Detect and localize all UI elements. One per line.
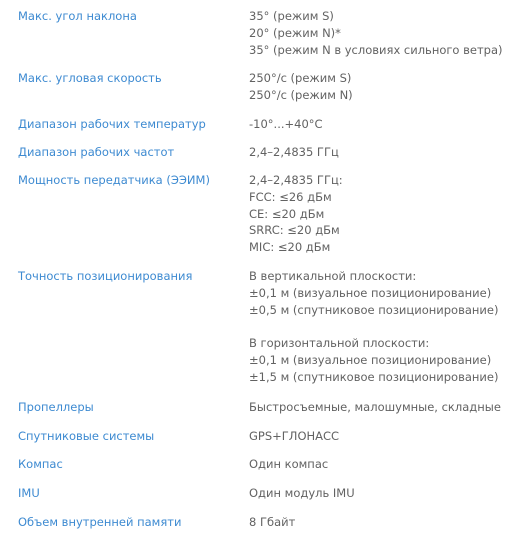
spec-value: [249, 116, 524, 133]
spec-value-line: ±1,5 м (спутниковое позиционирование): [249, 369, 499, 384]
spec-value: [249, 172, 524, 256]
spec-value: [249, 428, 524, 445]
spec-value: [249, 8, 524, 58]
spec-value: [249, 456, 524, 473]
spec-value-line: ±0,1 м (визуальное позиционирование): [249, 352, 492, 367]
spec-value-line: FCC: ≤26 дБм: [249, 189, 332, 204]
spec-value-line: Один модуль IMU: [249, 486, 355, 500]
spec-value-line: 20° (режим N)*: [249, 25, 341, 40]
spec-value: [249, 70, 524, 104]
spec-label: Спутниковые системы: [18, 429, 155, 443]
spec-label: Пропеллеры: [18, 400, 94, 414]
spec-value-line: CE: ≤20 дБм: [249, 206, 325, 221]
spec-value: [249, 268, 524, 386]
spec-label: Макс. угловая скорость: [18, 71, 162, 85]
spec-value-line: В вертикальной плоскости:: [249, 269, 417, 283]
spec-value-line: ±0,5 м (спутниковое позиционирование): [249, 302, 499, 317]
spec-label: Объем внутренней памяти: [18, 515, 182, 529]
spec-value-line: GPS+ГЛОНАСС: [249, 429, 340, 443]
spec-value: [249, 485, 524, 502]
spec-label: Точность позиционирования: [18, 269, 193, 283]
spec-value-line: 35° (режим N в условиях сильного ветра): [249, 42, 503, 57]
spec-label: Диапазон рабочих частот: [18, 145, 175, 159]
spec-value-line: 2,4–2,4835 ГГц: [249, 145, 339, 159]
spec-label: Компас: [18, 457, 63, 471]
spec-label: IMU: [18, 486, 40, 500]
spec-value-line: 250°/с (режим N): [249, 87, 353, 102]
spec-value: [249, 399, 524, 416]
spec-label: Диапазон рабочих температур: [18, 117, 206, 131]
spec-value-line: 250°/с (режим S): [249, 71, 352, 85]
spec-value-line: 2,4–2,4835 ГГц:: [249, 173, 343, 187]
spec-value-gap: [249, 318, 524, 335]
spec-value-line: SRRC: ≤20 дБм: [249, 223, 340, 238]
spec-value-line: Быстросъемные, малошумные, складные: [249, 400, 501, 414]
spec-value-line: 35° (режим S): [249, 9, 334, 23]
spec-value-line: 8 Гбайт: [249, 515, 296, 529]
spec-label: Мощность передатчика (ЭЭИМ): [18, 173, 210, 187]
spec-value-line: MIC: ≤20 дБм: [249, 240, 331, 255]
spec-value-line: -10°...+40°C: [249, 117, 323, 131]
spec-value: [249, 144, 524, 161]
spec-value-line: Один компас: [249, 457, 329, 471]
spec-value: [249, 514, 524, 531]
spec-value-line: В горизонтальной плоскости:: [249, 336, 430, 351]
spec-value-line: ±0,1 м (визуальное позиционирование): [249, 285, 492, 300]
spec-label: Макс. угол наклона: [18, 9, 137, 23]
